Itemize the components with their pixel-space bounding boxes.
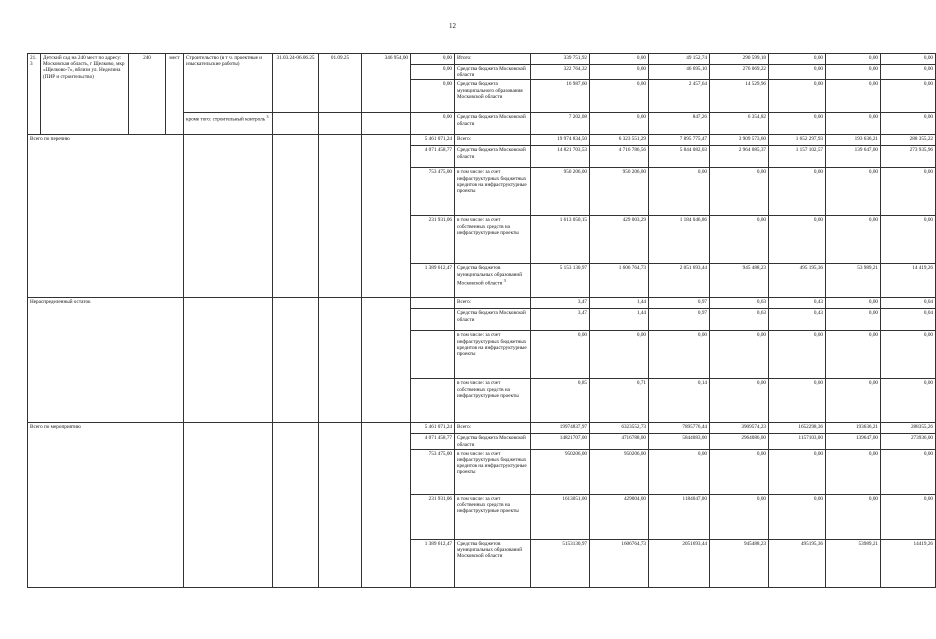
total-event-label: Всего по мероприятию <box>28 423 184 587</box>
total-event-c7: 288355,26 <box>881 423 936 434</box>
total-event-c4: 2964086,00 <box>710 434 769 449</box>
total-list-source: Всего: <box>455 135 531 146</box>
total-list-c2: 4 716 786,56 <box>590 146 649 168</box>
total-list-c5: 1 652 297,93 <box>769 135 826 146</box>
total-event-c1: 19974837,97 <box>531 423 590 434</box>
unallocated-c7: 0,00 <box>881 331 936 379</box>
total-list-label: Всего по перечню <box>28 135 184 298</box>
item-cost: 346 954,00 <box>362 54 411 113</box>
item-c4: 290 599,18 <box>710 54 769 65</box>
total-event-c6: 139647,00 <box>826 434 881 449</box>
total-event-c2: 4716788,00 <box>590 434 649 449</box>
total-list-c2: 429 003,29 <box>590 216 649 264</box>
unallocated-source: Средства бюджета Московской области <box>455 309 531 331</box>
total-list-source: Средства бюджета Московской области <box>455 146 531 168</box>
empty-cell <box>319 298 362 423</box>
total-event-c7: 14419,26 <box>881 539 936 587</box>
total-event-c1: 1613051,00 <box>531 494 590 539</box>
item-c6: 0,00 <box>826 65 881 80</box>
item-funded: 0,00 <box>411 54 455 65</box>
total-list-c5: 495 195,36 <box>769 264 826 298</box>
item-c7: 0,00 <box>881 80 936 113</box>
total-event-c6: 0,00 <box>826 449 881 494</box>
empty-cell <box>273 113 319 135</box>
total-event-source: Средства бюджета Московской области <box>455 434 531 449</box>
total-list-funded: 753 475,00 <box>411 168 455 216</box>
item-c2: 0,00 <box>590 80 649 113</box>
total-event-funded: 4 071 458,77 <box>411 434 455 449</box>
unallocated-c7: 0,04 <box>881 309 936 331</box>
total-list-c3: 2 051 693,44 <box>649 264 710 298</box>
total-list-c7: 273 935,96 <box>881 146 936 168</box>
total-event-c4: 3909574,23 <box>710 423 769 434</box>
unallocated-c5: 0,00 <box>769 379 826 423</box>
item-finish: 01.09.25 <box>319 54 362 113</box>
total-event-c7: 0,00 <box>881 494 936 539</box>
unallocated-c5: 0,43 <box>769 309 826 331</box>
total-list-c1: 5 153 130,97 <box>531 264 590 298</box>
total-list-c1: 19 974 834,50 <box>531 135 590 146</box>
total-list-c5: 0,00 <box>769 216 826 264</box>
control-c2: 0,00 <box>590 113 649 135</box>
unallocated-funded <box>411 298 455 309</box>
total-list-c1: 1 613 050,15 <box>531 216 590 264</box>
page-number: 12 <box>449 22 456 30</box>
item-number: 21.3 <box>28 54 41 135</box>
unallocated-c4: 0,63 <box>710 298 769 309</box>
total-event-c4: 0,00 <box>710 494 769 539</box>
total-list-c7: 288 355,22 <box>881 135 936 146</box>
unallocated-c7: 0,04 <box>881 298 936 309</box>
control-c1: 7 202,08 <box>531 113 590 135</box>
item-c4: 14 529,96 <box>710 80 769 113</box>
total-list-c2: 1 606 764,73 <box>590 264 649 298</box>
total-event-funded: 231 931,06 <box>411 494 455 539</box>
total-list-c3: 5 844 082,03 <box>649 146 710 168</box>
control-c6: 0,00 <box>826 113 881 135</box>
total-list-c4: 0,00 <box>710 168 769 216</box>
unallocated-c5: 0,00 <box>769 331 826 379</box>
total-event-source: Средства бюджетов муниципальных образований Московской области <box>455 539 531 587</box>
total-list-funded: 1 389 612,47 <box>411 264 455 298</box>
item-name: Детский сад на 240 мест по адресу: Московская область, г Щелково, мкр «Щелково-7», вблизи ул. Неделина (ПИР и строительство) <box>41 54 129 135</box>
total-list-source: в том числе: за счет собственных средств на инфраструктурные проекты <box>455 216 531 264</box>
footnote-mark: 3 <box>503 277 506 283</box>
unallocated-label: Нераспределенный остаток <box>28 298 184 423</box>
table-row <box>28 135 936 146</box>
total-event-c3: 0,00 <box>649 449 710 494</box>
total-event-c5: 0,00 <box>769 494 826 539</box>
total-list-c4: 0,00 <box>710 216 769 264</box>
control-funded: 0,00 <box>411 113 455 135</box>
total-list-c5: 0,00 <box>769 168 826 216</box>
total-list-c5: 1 157 102,57 <box>769 146 826 168</box>
total-list-c2: 6 323 551,29 <box>590 135 649 146</box>
total-event-c4: 945488,23 <box>710 539 769 587</box>
total-list-c6: 193 636,21 <box>826 135 881 146</box>
unallocated-c2: 0,71 <box>590 379 649 423</box>
item-c2: 0,00 <box>590 54 649 65</box>
total-event-c2: 1606764,73 <box>590 539 649 587</box>
total-list-c2: 950 206,00 <box>590 168 649 216</box>
unallocated-c1: 3,47 <box>531 298 590 309</box>
total-event-c3: 1184047,00 <box>649 494 710 539</box>
unallocated-c3: 0,97 <box>649 309 710 331</box>
total-event-c1: 14821707,00 <box>531 434 590 449</box>
item-c7: 0,00 <box>881 65 936 80</box>
unallocated-c1: 0,85 <box>531 379 590 423</box>
total-list-c4: 945 488,23 <box>710 264 769 298</box>
control-c4: 6 354,82 <box>710 113 769 135</box>
item-source: Итого: <box>455 54 531 65</box>
item-c2: 0,00 <box>590 65 649 80</box>
total-event-c5: 0,00 <box>769 449 826 494</box>
total-event-c6: 0,00 <box>826 494 881 539</box>
table-row <box>28 54 936 65</box>
total-list-c7: 14 419,26 <box>881 264 936 298</box>
unallocated-c4: 0,00 <box>710 379 769 423</box>
item-c5: 0,00 <box>769 54 826 65</box>
total-event-c5: 1157103,00 <box>769 434 826 449</box>
unallocated-funded <box>411 331 455 379</box>
total-list-c6: 139 647,00 <box>826 146 881 168</box>
empty-cell <box>184 423 273 587</box>
total-list-c7: 0,00 <box>881 216 936 264</box>
program-table <box>27 53 936 588</box>
total-event-c7: 0,00 <box>881 449 936 494</box>
unallocated-c3: 0,14 <box>649 379 710 423</box>
total-event-funded: 753 475,00 <box>411 449 455 494</box>
item-c3: 2 457,64 <box>649 80 710 113</box>
control-source: Средства бюджета Московской области <box>455 113 531 135</box>
empty-cell <box>319 113 362 135</box>
total-list-c3: 7 895 775,47 <box>649 135 710 146</box>
total-event-source: Всего: <box>455 423 531 434</box>
unallocated-funded <box>411 379 455 423</box>
empty-cell <box>319 423 362 587</box>
total-list-c4: 3 909 573,60 <box>710 135 769 146</box>
unallocated-c5: 0,43 <box>769 298 826 309</box>
total-list-c4: 2 964 085,37 <box>710 146 769 168</box>
empty-cell <box>362 113 411 135</box>
total-event-c4: 0,00 <box>710 449 769 494</box>
item-c7: 0,00 <box>881 54 936 65</box>
total-event-c2: 950206,00 <box>590 449 649 494</box>
unallocated-source: в том числе: за счет собственных средств на инфраструктурные проекты <box>455 379 531 423</box>
item-work-type: Строительство (в т ч. проектные и изыскательские работы) <box>184 54 273 113</box>
total-event-c6: 53989,21 <box>826 539 881 587</box>
total-event-funded: 5 461 071,24 <box>411 423 455 434</box>
unallocated-c4: 0,00 <box>710 331 769 379</box>
item-funded: 0,00 <box>411 65 455 80</box>
total-event-c1: 950206,00 <box>531 449 590 494</box>
unallocated-c1: 0,00 <box>531 331 590 379</box>
unallocated-c6: 0,00 <box>826 379 881 423</box>
empty-cell <box>362 298 411 423</box>
item-dates: 31.03.24-06.06.25 <box>273 54 319 113</box>
total-event-source: в том числе: за счет инфраструктурных бюджетных кредитов на инфраструктурные проекты <box>455 449 531 494</box>
item-c1: 322 764,32 <box>531 65 590 80</box>
unallocated-source: Всего: <box>455 298 531 309</box>
total-event-c7: 273936,00 <box>881 434 936 449</box>
empty-cell <box>184 298 273 423</box>
total-list-c3: 1 184 046,86 <box>649 216 710 264</box>
construction-control-label: кроме того: строительный контроль $^3$ <box>184 113 273 135</box>
item-source: Средства бюджета Московской области <box>455 65 531 80</box>
unallocated-c4: 0,63 <box>710 309 769 331</box>
item-c5: 0,00 <box>769 80 826 113</box>
unallocated-c2: 0,00 <box>590 331 649 379</box>
total-list-funded: 5 461 071,24 <box>411 135 455 146</box>
item-source: Средства бюджета муниципального образования Московской области <box>455 80 531 113</box>
total-event-c5: 1652298,36 <box>769 423 826 434</box>
total-event-c3: 2051693,44 <box>649 539 710 587</box>
total-event-c3: 5844083,00 <box>649 434 710 449</box>
unallocated-c2: 1,44 <box>590 298 649 309</box>
unallocated-c3: 0,00 <box>649 331 710 379</box>
footnote-mark: 3 <box>266 114 269 120</box>
unallocated-c7: 0,00 <box>881 379 936 423</box>
unallocated-c6: 0,00 <box>826 309 881 331</box>
control-c3: 847,26 <box>649 113 710 135</box>
total-list-funded: 231 931,06 <box>411 216 455 264</box>
total-event-funded: 1 389 612,47 <box>411 539 455 587</box>
control-c5: 0,00 <box>769 113 826 135</box>
item-capacity: 240 <box>129 54 166 135</box>
control-c7: 0,00 <box>881 113 936 135</box>
total-list-funded: 4 071 458,77 <box>411 146 455 168</box>
total-event-c3: 7895776,44 <box>649 423 710 434</box>
unallocated-funded <box>411 309 455 331</box>
empty-cell <box>273 298 319 423</box>
item-c6: 0,00 <box>826 80 881 113</box>
unallocated-source: в том числе: за счет инфраструктурных бюджетных кредитов на инфраструктурные проекты <box>455 331 531 379</box>
unallocated-c1: 3,47 <box>531 309 590 331</box>
empty-cell <box>362 135 411 298</box>
item-c1: 339 751,92 <box>531 54 590 65</box>
empty-cell <box>362 423 411 587</box>
total-list-c6: 53 989,21 <box>826 264 881 298</box>
empty-cell <box>273 135 319 298</box>
item-unit: мест <box>166 54 184 135</box>
total-list-source: в том числе: за счет инфраструктурных бюджетных кредитов на инфраструктурные проекты <box>455 168 531 216</box>
empty-cell <box>319 135 362 298</box>
total-list-c6: 0,00 <box>826 168 881 216</box>
total-event-c1: 5153130,97 <box>531 539 590 587</box>
total-event-c6: 193636,21 <box>826 423 881 434</box>
table-row <box>28 423 936 434</box>
item-funded: 0,00 <box>411 80 455 113</box>
total-event-c2: 6323552,73 <box>590 423 649 434</box>
total-list-source: Средства бюджетов муниципальных образований Московской области $^3$ <box>455 264 531 298</box>
item-c3: 49 152,74 <box>649 54 710 65</box>
total-list-c6: 0,00 <box>826 216 881 264</box>
total-list-c3: 0,00 <box>649 168 710 216</box>
unallocated-c2: 1,44 <box>590 309 649 331</box>
item-c3: 46 695,10 <box>649 65 710 80</box>
total-event-source: в том числе: за счет собственных средств на инфраструктурные проекты <box>455 494 531 539</box>
item-c6: 0,00 <box>826 54 881 65</box>
unallocated-c3: 0,97 <box>649 298 710 309</box>
total-event-c5: 495195,36 <box>769 539 826 587</box>
total-list-c1: 14 821 703,53 <box>531 146 590 168</box>
empty-cell <box>184 135 273 298</box>
empty-cell <box>273 423 319 587</box>
total-list-c7: 0,00 <box>881 168 936 216</box>
unallocated-c6: 0,00 <box>826 298 881 309</box>
unallocated-c6: 0,00 <box>826 331 881 379</box>
item-c1: 16 987,60 <box>531 80 590 113</box>
item-c4: 276 069,22 <box>710 65 769 80</box>
item-c5: 0,00 <box>769 65 826 80</box>
total-event-c2: 429004,00 <box>590 494 649 539</box>
table-row <box>28 298 936 309</box>
total-list-c1: 950 206,00 <box>531 168 590 216</box>
